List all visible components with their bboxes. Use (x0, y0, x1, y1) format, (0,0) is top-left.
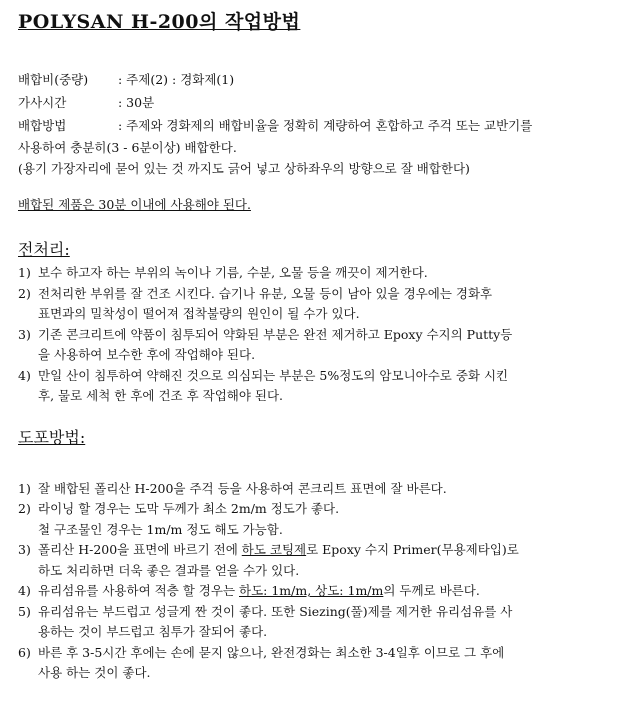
text-segment: 로 Epoxy 수지 Primer(무용제타입)로 (306, 542, 519, 557)
item-text: 용하는 것이 부드럽고 침투가 잘되어 좋다. (38, 624, 268, 639)
item-text: 을 사용하여 보수한 후에 작업해야 된다. (38, 347, 256, 362)
item-number: 4) (18, 583, 31, 598)
spacer (18, 180, 618, 194)
item-text: 보수 하고자 하는 부위의 녹이나 기름, 수분, 오물 등을 깨끗이 제거한다. (38, 265, 428, 280)
spec-mix-ratio (18, 68, 618, 91)
list-item (18, 366, 618, 407)
list-item (18, 643, 618, 684)
coating-list (18, 479, 618, 684)
pretreatment-list (18, 263, 618, 407)
list-item (18, 284, 618, 325)
list-item (18, 540, 618, 581)
list-item (18, 263, 618, 284)
item-text: 라이닝 할 경우는 도막 두께가 최소 2m/m 정도가 좋다. (38, 501, 340, 516)
item-number: 1) (18, 265, 31, 280)
list-item (18, 499, 618, 540)
item-text (38, 540, 618, 561)
spec-label: 배합비(중량) (18, 72, 89, 87)
list-item (18, 325, 618, 366)
list-item (18, 581, 618, 602)
pretreatment-heading: 전처리: (18, 240, 70, 259)
spec-value: : 주제(2) : 경화제(1) (118, 72, 235, 87)
text-segment: 폴리산 H-200을 표면에 바르기 전에 (38, 542, 242, 557)
mixing-method (18, 114, 618, 137)
spacer (18, 407, 618, 427)
list-item (18, 602, 618, 643)
spec-value: : 30분 (118, 95, 155, 110)
mixing-line-1: : 주제와 경화제의 배합비율을 정확히 계량하여 혼합하고 주걱 또는 교반기를 (118, 118, 533, 133)
item-text (38, 581, 618, 602)
item-text: 사용 하는 것이 좋다. (38, 665, 151, 680)
spec-pot-life (18, 91, 618, 114)
item-number: 5) (18, 603, 31, 619)
underlined-text: 하도: 1m/m, 상도: 1m/m (239, 583, 384, 598)
item-text: 잘 배합된 폴리산 H-200을 주걱 등을 사용하여 콘크리트 표면에 잘 바른다. (38, 480, 447, 496)
document-title: POLYSAN H-200의 작업방법 (18, 11, 301, 33)
item-text: 유리섬유는 부드럽고 성글게 짠 것이 좋다. 또한 Siezing(풀)제를 제거한 유리섬유를 사 (38, 603, 513, 619)
item-text: 후, 물로 세척 한 후에 건조 후 작업해야 된다. (38, 388, 284, 403)
item-text: 철 구조물인 경우는 1m/m 정도 해도 가능함. (38, 521, 283, 537)
spacer (18, 36, 618, 68)
item-number: 3) (18, 326, 31, 342)
item-text: 하도 처리하면 더욱 좋은 결과를 얻을 수가 있다. (38, 562, 300, 578)
item-number: 4) (18, 367, 31, 383)
item-text: 기존 콘크리트에 약품이 침투되어 약화된 부분은 완전 제거하고 Epoxy 수지의 Putty등 (38, 326, 513, 342)
underlined-text: 하도 코팅제 (241, 542, 307, 557)
item-text: 만일 산이 침투하여 약해진 것으로 의심되는 부분은 5%정도의 암모니아수로 중화 시킨 (38, 367, 509, 383)
item-text: 표면과의 밀착성이 떨어져 접착불량의 원인이 될 수가 있다. (38, 306, 360, 321)
spacer (18, 215, 618, 239)
text-segment: 의 두께로 바른다. (383, 583, 480, 598)
document (18, 8, 618, 684)
pot-life-warning: 배합된 제품은 30분 이내에 사용해야 된다. (18, 197, 251, 212)
text-segment: 유리섬유를 사용하여 적층 할 경우는 (38, 583, 239, 598)
mixing-label: 배합방법 (18, 118, 67, 133)
item-text: 전처리한 부위를 잘 건조 시킨다. 습기나 유분, 오물 등이 남아 있을 경우에는 경화후 (38, 285, 493, 301)
item-number: 2) (18, 285, 31, 301)
item-number: 6) (18, 644, 31, 660)
item-number: 3) (18, 542, 31, 557)
coating-heading: 도포방법: (18, 427, 86, 447)
item-number: 1) (18, 480, 31, 496)
mixing-line-3: (용기 가장자리에 묻어 있는 것 까지도 긁어 넣고 상하좌우의 방향으로 잘 배합한다) (18, 161, 470, 176)
item-text: 바른 후 3-5시간 후에는 손에 묻지 않으나, 완전경화는 최소한 3-4일후 이므로 그 후에 (38, 644, 505, 660)
item-number: 2) (18, 501, 31, 516)
spacer (18, 449, 618, 479)
mixing-line-2: 사용하여 충분히(3 - 6분이상) 배합한다. (18, 140, 237, 155)
list-item (18, 479, 618, 500)
spec-label: 가사시간 (18, 95, 67, 110)
